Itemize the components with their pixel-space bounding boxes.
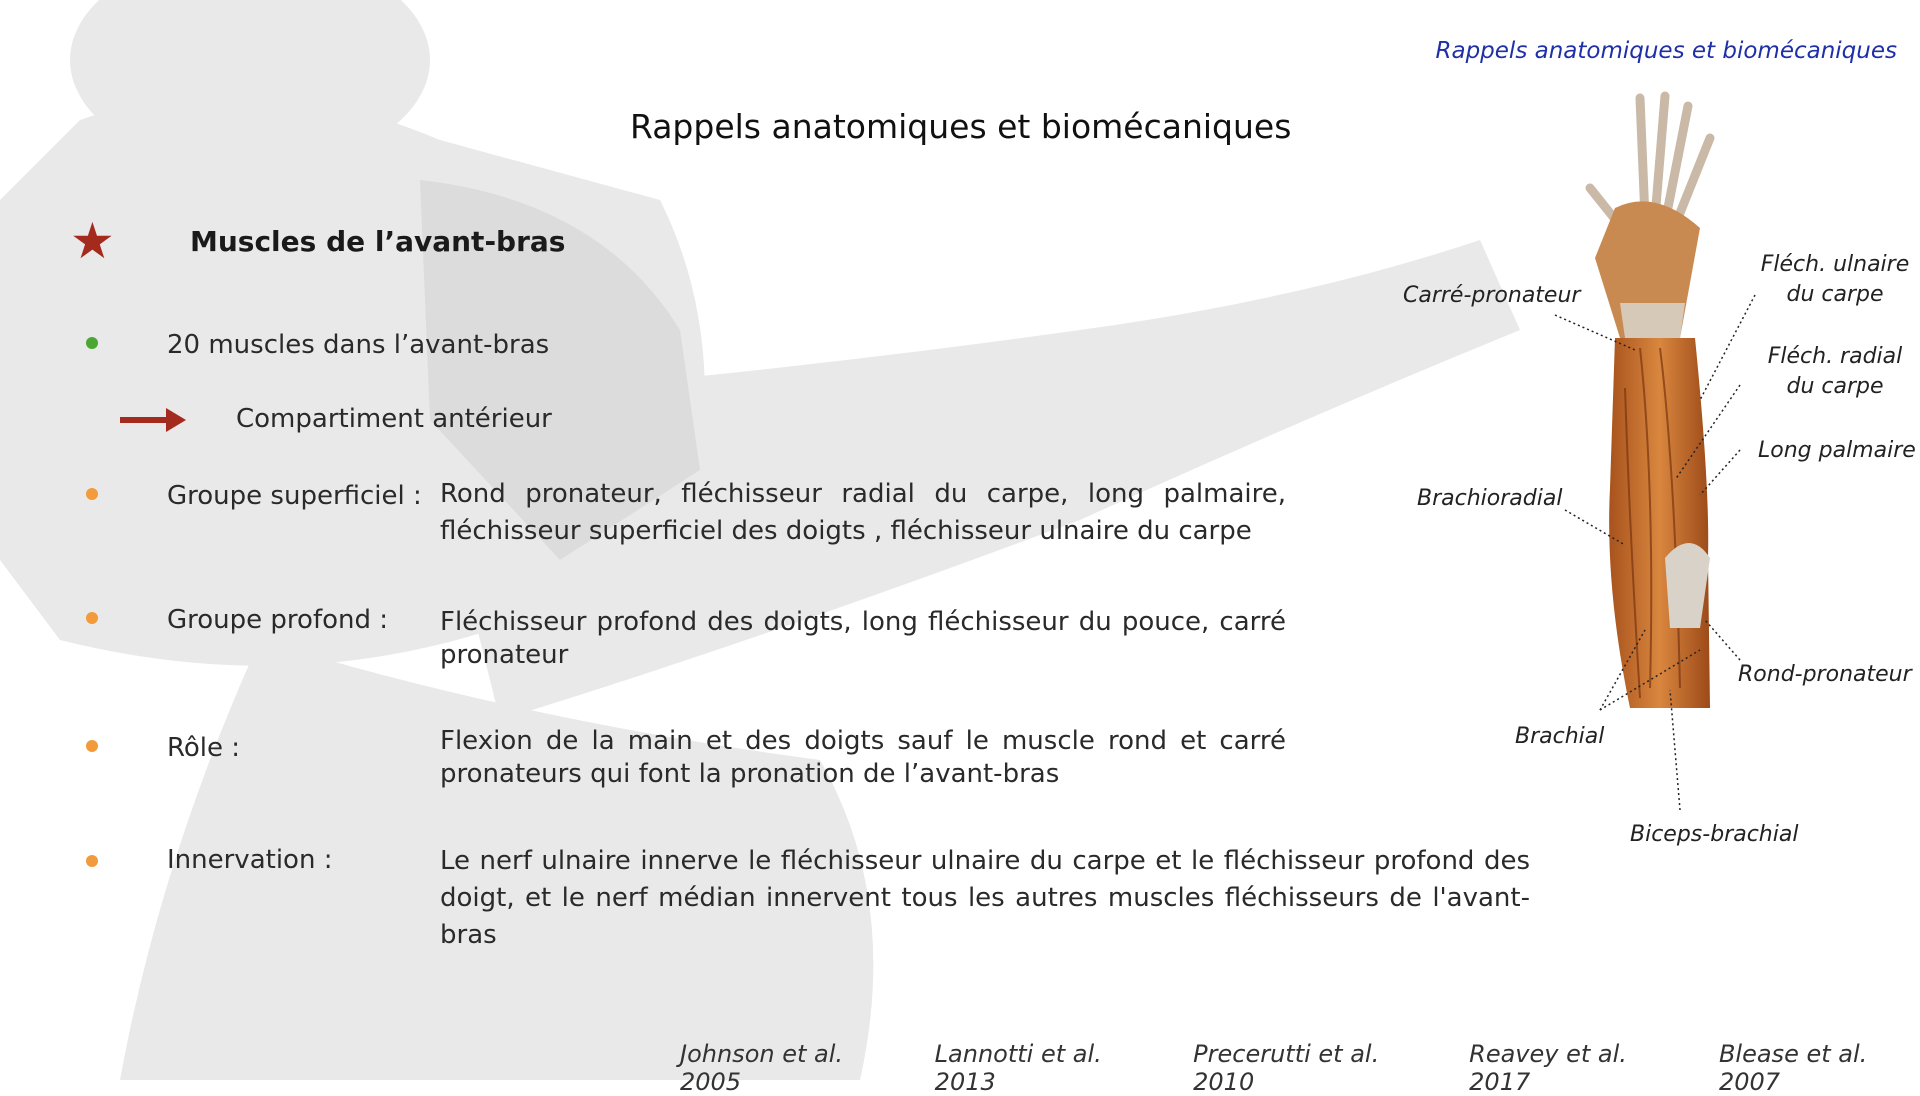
intro-line: 20 muscles dans l’avant-bras <box>167 330 550 360</box>
row-label: Rôle : <box>167 733 241 763</box>
label-flech-ulnaire: Fléch. ulnaire du carpe <box>1760 252 1910 307</box>
section-heading <box>70 212 566 270</box>
label-flech-radial: Fléch. radial du carpe <box>1767 344 1903 399</box>
row-text: Flexion de la main et des doigts sauf le muscle rond et carré pronateurs qui font la pronation de l’avant-bras <box>440 726 1286 789</box>
bullet-dot-icon <box>86 740 98 752</box>
arrow-right-icon <box>120 408 186 432</box>
forearm-anatomy-illustration <box>1560 88 1730 718</box>
running-header: Rappels anatomiques et biomécaniques <box>1435 38 1897 64</box>
reference-item: Lannotti et al. 2013 <box>934 1040 1102 1096</box>
compartment-label: Compartiment antérieur <box>236 404 552 434</box>
bullet-dot-icon <box>86 612 98 624</box>
label-brachioradial: Brachioradial <box>1417 486 1563 511</box>
label-carre-pronateur: Carré-pronateur <box>1403 283 1581 308</box>
row-label: Groupe superficiel : <box>167 481 422 511</box>
label-biceps-brachial: Biceps-brachial <box>1630 822 1799 847</box>
reference-item: Precerutti et al. 2010 <box>1193 1040 1380 1096</box>
row-text: Rond pronateur, fléchisseur radial du carpe, long palmaire, fléchisseur superficiel des doigts , fléchisseur ulnaire du carpe <box>440 479 1286 546</box>
label-rond-pronateur: Rond-pronateur <box>1738 662 1912 687</box>
row-label: Groupe profond : <box>167 605 389 635</box>
slide-title: Rappels anatomiques et biomécaniques <box>630 107 1292 146</box>
reference-item: Blease et al. 2007 <box>1718 1040 1868 1096</box>
section-title: Muscles de l’avant-bras <box>190 224 566 258</box>
star-icon: ★ <box>70 212 115 270</box>
reference-item: Reavey et al. 2017 <box>1469 1040 1627 1096</box>
bullet-dot-icon <box>86 488 98 500</box>
row-text: Fléchisseur profond des doigts, long fléchisseur du pouce, carré pronateur <box>440 607 1286 670</box>
bullet-dot-icon <box>86 337 98 349</box>
label-brachial: Brachial <box>1515 724 1605 749</box>
bullet-dot-icon <box>86 855 98 867</box>
references <box>680 1040 1920 1096</box>
reference-item: Johnson et al. 2005 <box>680 1040 844 1096</box>
label-long-palmaire: Long palmaire <box>1758 438 1916 463</box>
row-label: Innervation : <box>167 845 333 875</box>
row-text: Le nerf ulnaire innerve le fléchisseur ulnaire du carpe et le fléchisseur profond des doigt, et le nerf médian innervent tous les autres muscles fléchisseurs de l'avant-bras <box>440 846 1530 950</box>
